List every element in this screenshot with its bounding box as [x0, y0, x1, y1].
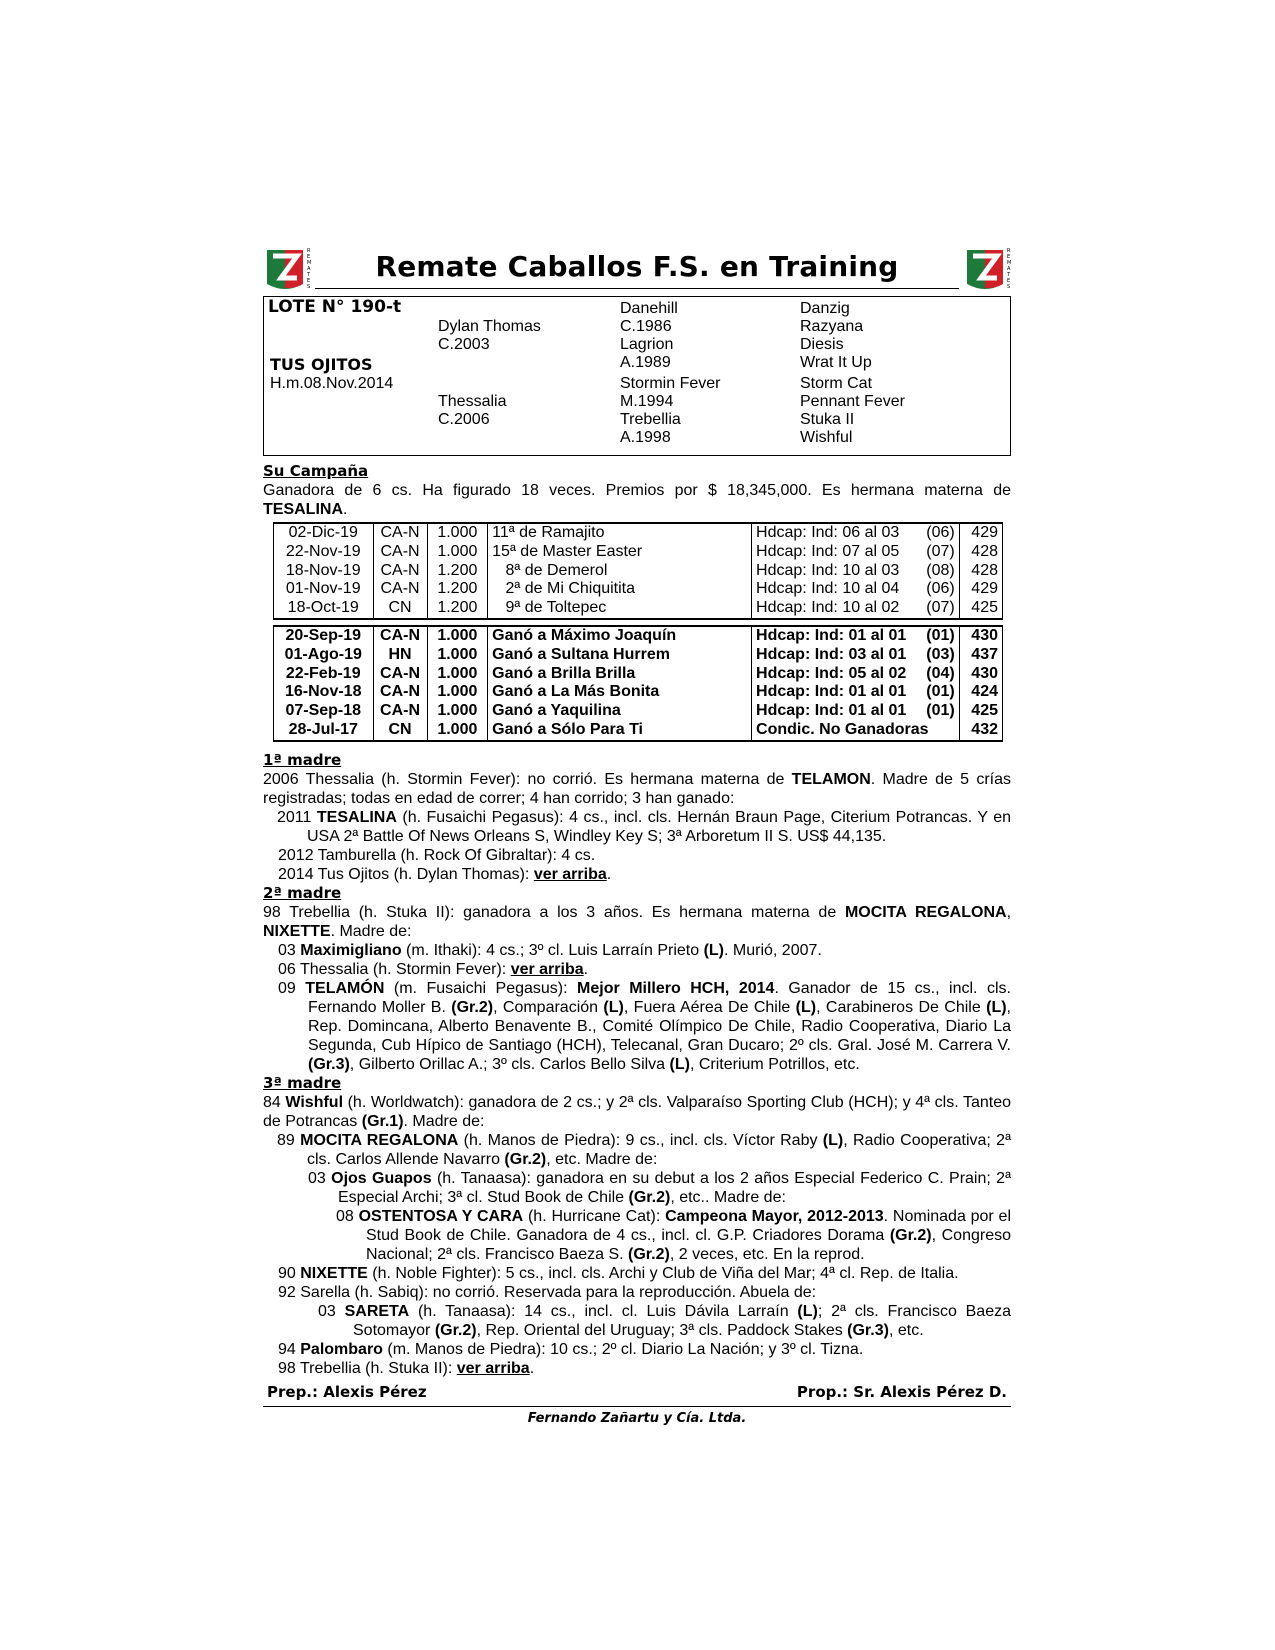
- dam: Thessalia: [438, 393, 507, 410]
- race-row: [274, 683, 1003, 702]
- race-track: CA-N: [373, 523, 427, 543]
- great-grandparent: Razyana: [800, 318, 864, 335]
- zr-logo-icon: [963, 244, 1011, 290]
- grandparent: Stormin Fever: [620, 375, 721, 392]
- race-field-size: (07): [926, 599, 955, 617]
- offspring-entry: 08 OSTENTOSA Y CARA (h. Hurricane Cat): Campeona Mayor, 2012-2013. Nominada por el Stud Book de Chile. Ganadora de 4 cs., incl. cl. G.P. Criadores Dorama (Gr.2), Congreso Nacional; 2ª cls. Francisco Baeza S. (Gr.2), 2 veces, etc. En la reprod.: [336, 1207, 1012, 1263]
- race-condition-text: Hdcap: Ind: 03 al 01: [756, 645, 907, 663]
- race-track: CA-N: [373, 580, 427, 599]
- race-field-size: (01): [926, 683, 955, 701]
- offspring-entry: 06 Thessalia (h. Stormin Fever): ver arriba.: [278, 960, 589, 978]
- zr-logo-icon: [263, 244, 311, 290]
- grandparent: Danehill: [620, 300, 678, 317]
- offspring-entry: 2014 Tus Ojitos (h. Dylan Thomas): ver arriba.: [278, 865, 612, 883]
- offspring-entry: 2012 Tamburella (h. Rock Of Gibraltar): 4 cs.: [278, 846, 596, 864]
- race-field-size: (04): [926, 664, 955, 682]
- third-dam-text: 84 Wishful (h. Worldwatch): ganadora de 2 cs.; y 2ª cls. Valparaíso Sporting Club (HCH); y 4ª cls. Tanteo de Potrancas (Gr.1). Madre de:: [263, 1093, 1011, 1130]
- great-grandparent: Wishful: [800, 429, 853, 446]
- race-result: Ganó a Brilla Brilla: [488, 665, 752, 684]
- race-track: CA-N: [373, 543, 427, 562]
- dam-info: C.2006: [438, 411, 490, 428]
- offspring-entry: 90 NIXETTE (h. Noble Fighter): 5 cs., incl. cls. Archi y Club de Viña del Mar; 4ª cl. Rep. de Italia.: [278, 1264, 959, 1282]
- race-condition-text: Hdcap: Ind: 06 al 03: [756, 524, 900, 541]
- second-dam-text: 98 Trebellia (h. Stuka II): ganadora a los 3 años. Es hermana materna de MOCITA REGALONA, NIXETTE. Madre de:: [263, 903, 1012, 940]
- race-result: Ganó a Máximo Joaquín: [488, 626, 752, 646]
- race-condition: [752, 626, 960, 646]
- campaign-heading: Su Campaña: [263, 462, 369, 480]
- race-date: 01-Ago-19: [274, 646, 374, 665]
- offspring-entry: 03 Ojos Guapos (h. Tanaasa): ganadora en su debut a los 2 años Especial Federico C. Prain; 2ª Especial Archi; 3ª cl. Stud Book de Chile (Gr.2), etc.. Madre de:: [308, 1169, 1011, 1206]
- svg-text:R: R: [307, 248, 311, 254]
- sire: Dylan Thomas: [438, 318, 541, 335]
- race-row: [274, 702, 1003, 721]
- race-date: 28-Jul-17: [274, 721, 374, 741]
- race-field-size: (07): [926, 542, 955, 560]
- race-condition: [752, 599, 960, 619]
- race-condition-text: Hdcap: Ind: 10 al 03: [756, 561, 900, 579]
- race-row: [274, 580, 1003, 599]
- race-weight: 428: [959, 543, 1002, 562]
- race-distance: 1.000: [427, 523, 488, 543]
- race-condition: [752, 683, 960, 702]
- svg-text:E: E: [307, 278, 311, 284]
- third-dam-heading: 3ª madre: [263, 1073, 342, 1092]
- first-dam-heading: 1ª madre: [263, 750, 342, 769]
- great-grandparent: Storm Cat: [800, 375, 873, 392]
- race-distance: 1.000: [427, 665, 488, 684]
- offspring-entry: 09 TELAMÓN (m. Fusaichi Pegasus): Mejor Millero HCH, 2014. Ganador de 15 cs., incl. cls. Fernando Moller B. (Gr.2), Comparación (L), Fuera Aérea De Chile (L), Carabineros De Chile (L), Rep. Domincana, Alberto Benavente B., Comité Olímpico De Chile, Radio Cooperativa, Diario La Segunda, Cub Hípico de Santiago (HCH), Telecanal, Gran Ducaro; 2º cls. Gral. José M. Carrera V. (Gr.3), Gilberto Orillac A.; 3º cls. Carlos Bello Silva (L), Criterium Potrillos, etc.: [278, 979, 1011, 1073]
- race-result: Ganó a Sultana Hurrem: [488, 646, 752, 665]
- race-distance: 1.200: [427, 599, 488, 619]
- svg-text:E: E: [1007, 278, 1011, 284]
- page-title: Remate Caballos F.S. en Training: [375, 250, 899, 283]
- race-result: 8ª de Demerol: [488, 562, 752, 581]
- see-above-link[interactable]: ver arriba: [533, 865, 607, 883]
- race-weight: 429: [959, 580, 1002, 599]
- race-track: CN: [373, 721, 427, 741]
- svg-text:E: E: [307, 254, 311, 260]
- pedigree-box: [263, 296, 1011, 456]
- grandparent-info: A.1998: [620, 429, 671, 446]
- race-weight: 425: [959, 702, 1002, 721]
- race-date: 22-Feb-19: [274, 665, 374, 684]
- race-track: CA-N: [373, 562, 427, 581]
- race-track: HN: [373, 646, 427, 665]
- svg-text:S: S: [1007, 284, 1011, 290]
- race-track: CA-N: [373, 665, 427, 684]
- race-row: [274, 562, 1003, 581]
- offspring-entry: 03 Maximigliano (m. Ithaki): 4 cs.; 3º cl. Luis Larraín Prieto (L). Murió, 2007.: [278, 941, 822, 959]
- grandparent: Lagrion: [620, 336, 674, 353]
- race-distance: 1.000: [427, 702, 488, 721]
- race-row: [274, 599, 1003, 619]
- svg-text:M: M: [1007, 260, 1011, 266]
- prep-row: [263, 1378, 1011, 1404]
- race-result: 15ª de Master Easter: [488, 543, 752, 562]
- great-grandparent: Diesis: [800, 336, 844, 353]
- svg-text:T: T: [1007, 272, 1011, 278]
- race-distance: 1.000: [427, 543, 488, 562]
- great-grandparent: Wrat It Up: [800, 354, 872, 371]
- footer-rule: [263, 1406, 1011, 1407]
- race-weight: 430: [959, 665, 1002, 684]
- race-track: CN: [373, 599, 427, 619]
- race-distance: 1.200: [427, 562, 488, 581]
- offspring-entry: 98 Trebellia (h. Stuka II): ver arriba.: [278, 1359, 535, 1377]
- great-grandparent: Stuka II: [800, 411, 855, 428]
- race-field-size: (08): [926, 561, 955, 579]
- owner: Prop.: Sr. Alexis Pérez D.: [796, 1382, 1007, 1401]
- lot-number: LOTE N° 190-t: [268, 297, 402, 317]
- race-condition-text: Hdcap: Ind: 10 al 04: [756, 580, 900, 598]
- campaign-summary: Ganadora de 6 cs. Ha figurado 18 veces. Premios por $ 18,345,000. Es hermana materna de TESALINA.: [263, 482, 1011, 518]
- offspring-entry: 2011 TESALINA (h. Fusaichi Pegasus): 4 cs., incl. cls. Hernán Braun Page, Citerium Potrancas. Y en USA 2ª Battle Of News Orleans S, Windley Key S; 3ª Arboretum II S. US$ 44,135.: [277, 808, 1012, 845]
- race-weight: 429: [959, 523, 1002, 543]
- race-date: 07-Sep-18: [274, 702, 374, 721]
- offspring-entry: 03 SARETA (h. Tanaasa): 14 cs., incl. cl. Luis Dávila Larraín (L); 2ª cls. Francisco Baeza Sotomayor (Gr.2), Rep. Oriental del Uruguay; 3ª cls. Paddock Stakes (Gr.3), etc.: [318, 1302, 1011, 1339]
- race-distance: 1.000: [427, 683, 488, 702]
- horse-name: TUS OJITOS: [270, 355, 373, 374]
- svg-text:M: M: [307, 260, 311, 266]
- second-dam-heading: 2ª madre: [263, 883, 342, 902]
- race-field-size: (06): [926, 524, 955, 541]
- race-condition-text: Hdcap: Ind: 10 al 02: [756, 599, 900, 617]
- page-header: [263, 244, 1011, 294]
- race-track: CA-N: [373, 683, 427, 702]
- great-grandparent: Pennant Fever: [800, 393, 905, 410]
- race-condition-text: Condic. No Ganadoras: [756, 720, 929, 738]
- grandparent-info: M.1994: [620, 393, 674, 410]
- first-dam-text: 2006 Thessalia (h. Stormin Fever): no corrió. Es hermana materna de TELAMON. Madre de 5 crías registradas; todas en edad de correr; 4 han corrido; 3 han ganado:: [263, 770, 1011, 807]
- race-row: [274, 523, 1003, 543]
- race-result: Ganó a Yaquilina: [488, 702, 752, 721]
- race-distance: 1.000: [427, 646, 488, 665]
- race-weight: 432: [959, 721, 1002, 741]
- company-name: Fernando Zañartu y Cía. Ltda.: [527, 1410, 747, 1426]
- race-field-size: (01): [926, 626, 955, 644]
- race-row: [274, 646, 1003, 665]
- race-condition: [752, 721, 960, 741]
- race-weight: 428: [959, 562, 1002, 581]
- race-field-size: (06): [926, 580, 955, 598]
- race-date: 16-Nov-18: [274, 683, 374, 702]
- svg-text:R: R: [1007, 248, 1011, 254]
- race-condition-text: Hdcap: Ind: 01 al 01: [756, 702, 907, 720]
- race-condition: [752, 665, 960, 684]
- race-condition: [752, 702, 960, 721]
- svg-text:E: E: [1007, 254, 1011, 260]
- see-above-link[interactable]: ver arriba: [456, 1359, 530, 1377]
- great-grandparent: Danzig: [800, 300, 850, 317]
- race-condition-text: Hdcap: Ind: 01 al 01: [756, 626, 907, 644]
- race-condition: [752, 523, 960, 543]
- race-weight: 424: [959, 683, 1002, 702]
- race-weight: 430: [959, 626, 1002, 646]
- race-weight: 437: [959, 646, 1002, 665]
- grandparent-info: A.1989: [620, 354, 671, 371]
- trainer: Prep.: Alexis Pérez: [267, 1382, 427, 1401]
- race-row: [274, 543, 1003, 562]
- race-result: 11ª de Ramajito: [488, 523, 752, 543]
- race-date: 01-Nov-19: [274, 580, 374, 599]
- race-row: [274, 665, 1003, 684]
- see-above-link[interactable]: ver arriba: [510, 960, 584, 978]
- wins-table: [273, 625, 1003, 742]
- race-track: CA-N: [373, 626, 427, 646]
- sire-info: C.2003: [438, 336, 490, 353]
- race-result: Ganó a La Más Bonita: [488, 683, 752, 702]
- grandparent: Trebellia: [620, 411, 681, 428]
- svg-text:S: S: [307, 284, 311, 290]
- race-distance: 1.000: [427, 721, 488, 741]
- race-condition: [752, 543, 960, 562]
- header-rule: [315, 288, 959, 289]
- race-distance: 1.200: [427, 580, 488, 599]
- race-condition-text: Hdcap: Ind: 07 al 05: [756, 542, 900, 560]
- race-condition: [752, 562, 960, 581]
- race-condition-text: Hdcap: Ind: 01 al 01: [756, 683, 907, 701]
- race-track: CA-N: [373, 702, 427, 721]
- svg-text:T: T: [307, 272, 311, 278]
- race-row: [274, 626, 1003, 646]
- race-result: Ganó a Sólo Para Ti: [488, 721, 752, 741]
- race-result: 9ª de Toltepec: [488, 599, 752, 619]
- catalog-page: [263, 244, 1011, 1426]
- race-condition: [752, 646, 960, 665]
- race-field-size: (03): [926, 645, 955, 663]
- grandparent-info: C.1986: [620, 318, 672, 335]
- race-date: 02-Dic-19: [274, 523, 374, 543]
- race-date: 22-Nov-19: [274, 543, 374, 562]
- race-date: 18-Nov-19: [274, 562, 374, 581]
- offspring-entry: 94 Palombaro (m. Manos de Piedra): 10 cs.; 2º cl. Diario La Nación; y 3º cl. Tizna.: [278, 1340, 864, 1358]
- race-date: 18-Oct-19: [274, 599, 374, 619]
- race-row: [274, 721, 1003, 741]
- race-weight: 425: [959, 599, 1002, 619]
- svg-text:A: A: [307, 266, 311, 272]
- race-field-size: (01): [926, 702, 955, 720]
- recent-races-table: [273, 522, 1003, 620]
- svg-text:A: A: [1007, 266, 1011, 272]
- offspring-entry: 92 Sarella (h. Sabiq): no corrió. Reservada para la reproducción. Abuela de:: [278, 1283, 817, 1301]
- horse-info: H.m.08.Nov.2014: [270, 375, 394, 392]
- offspring-entry: 89 MOCITA REGALONA (h. Manos de Piedra): 9 cs., incl. cls. Víctor Raby (L), Radio Cooperativa; 2ª cls. Carlos Allende Navarro (Gr.2), etc. Madre de:: [277, 1131, 1011, 1168]
- race-condition: [752, 580, 960, 599]
- race-result: 2ª de Mi Chiquitita: [488, 580, 752, 599]
- race-date: 20-Sep-19: [274, 626, 374, 646]
- race-distance: 1.000: [427, 626, 488, 646]
- race-condition-text: Hdcap: Ind: 05 al 02: [756, 664, 907, 682]
